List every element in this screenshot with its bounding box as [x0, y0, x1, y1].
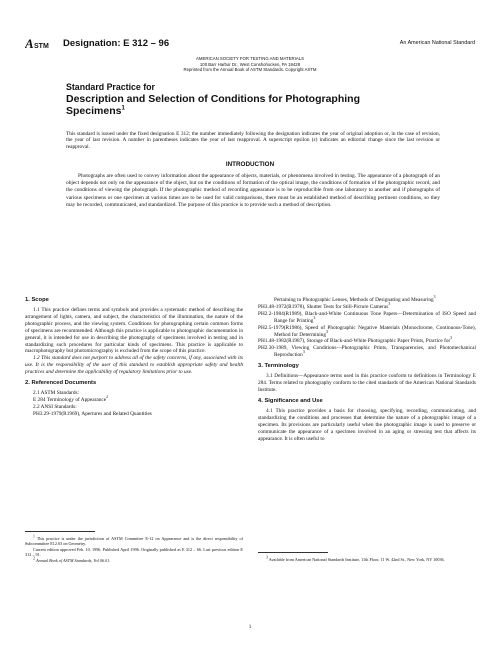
footnotes-right: $^3$ Available from American National Standards Institute, 11th Floor, 11 W. 42nd St., New York, NY 10036.	[266, 555, 445, 562]
publisher-name: AMERICAN SOCIETY FOR TESTING AND MATERIALS	[196, 56, 304, 61]
introduction-heading: INTRODUCTION	[225, 161, 275, 168]
reference-e284: E 284 Terminology of Appearance$^2$	[33, 395, 108, 403]
section-heading-scope: 1. Scope	[25, 297, 49, 303]
paragraph-1-2	[25, 355, 243, 376]
introduction-text: Photographs are often used to convey information about the appearance of objects, materials, or phenomena involved in testing. The appearance of a photograph of an object depends not only on the appearance of the object, but on the conditions of formation of the optical image, the conditions of formation of the photographic record, and the conditions of viewing the photograph. If the photographic method of recording appearance is to be reproducible from one laboratory to another and if photographs of various specimens or one specimen at various times are to be used for valid comparisons, there must be an established method of describing pertinent conditions, so they may be recorded, communicated, and standardized. The purpose of this practice is to provide such a method of description.	[66, 173, 440, 208]
footnote-1-current-edition: Current edition approved Feb. 10, 1996. Published April 1996. Originally published as E 312 – 66. Last previous edition E 312 – 91.	[25, 546, 243, 558]
astm-standards-label: 2.1 ASTM Standards:	[33, 390, 80, 397]
reprint-notice: Reprinted from the Annual Book of ASTM Standards. Copyright ASTM	[183, 67, 317, 73]
document-header	[25, 34, 475, 54]
reference-ph3-29: PH3.29-1979(R1969), Apertures and Related Quantities	[33, 410, 152, 417]
svg-text:A: A	[25, 36, 34, 51]
section-heading-significance: 4. Significance and Use	[258, 397, 323, 404]
reference-ph2-2: PH2.2-1984(R1989), Black-and-White Continuous Tone Papers—Determination of ISO Speed and Range for Printing$^3$	[258, 310, 476, 324]
paragraph-4-1: 4.1 This practice provides a basis for choosing, specifying, recording, communicating, and standardizing the conditions and processes that determine the nature of a photographic image of a specimen. Its provisions are particularly useful when the photographic image is used to preserve or communicate the appearance of a specimen involved in an aging or stressing test that affects its appearance. It is often useful to	[258, 407, 476, 442]
american-national-standard-label: An American National Standard	[399, 40, 475, 46]
astm-logo-icon	[25, 36, 59, 52]
footnote-1: This practice is under the jurisdiction of ASTM Committee E-12 on Appearance and is the direct responsibility of Subcommittee E12.03 on Geometry.	[25, 536, 243, 547]
title-footnote-mark: 1	[121, 105, 125, 112]
page-number: 1	[248, 624, 252, 630]
paragraph-1-2-text: 1.2 This standard does not purport to address all of the safety concerns, if any, associated with its use. It is the responsibility of the user of this standard to establish appropriate safety and health practices and determine the applicability of regulatory limitations prior to use.	[25, 355, 243, 376]
document-title	[66, 82, 466, 118]
reference-ph2-5: PH2.5-1979(R1986), Speed of Photographic Negative Materials (Monochrome, Continuous-Tone), Method for Determining$^3$	[258, 324, 476, 338]
designation: Designation: E 312 – 96	[63, 38, 170, 49]
left-column	[25, 297, 243, 418]
right-column	[258, 297, 476, 442]
section-heading-referenced-documents: 2. Referenced Documents	[25, 380, 97, 387]
reference-ph2-30: PH2.30-1989, Viewing Conditions—Photographic Prints, Transparencies, and Photomechanical Reproduction$^3$	[258, 345, 476, 359]
footnote-divider-left	[25, 531, 95, 532]
footnotes-left: $^1$ This practice is under the jurisdiction of ASTM Committee E-12 on Appearance and is the direct responsibility of Subcommittee E12.03 on Geometry. Current edition approved Feb. 10, 1996. Published April 1996. Originally published as E 312 – 66. Last previous edition E 312 – 91. $^2$ Annual Book of ASTM Standards, Vol 06.01.	[25, 534, 243, 563]
ansi-standards-label: 2.2 ANSI Standards:	[33, 403, 77, 410]
paragraph-3-1: 3.1 Definitions—Appearance terms used in this practice conform to definitions in Terminology E 284. Terms related to photography conform to the cited standards of the American National Standards Institute.	[258, 373, 476, 393]
svg-text:STM: STM	[34, 43, 49, 50]
publisher-address: 100 Barr Harbor Dr., West Conshohocken, PA 19428	[199, 61, 301, 67]
reference-ph1-48: PH1.48-1982(R1987), Storage of Black-and-White Photographic Paper Prints, Practice for$^3$	[258, 336, 453, 345]
title-line-3: Specimens	[66, 105, 122, 118]
title-line-2: Description and Selection of Conditions for Photographing	[66, 93, 360, 105]
issued-note: This standard is issued under the fixed designation E 312; the number immediately following the designation indicates the year of original adoption or, in the case of revision, the year of last revision. A number in parentheses indicates the year of last reapproval. A superscript epsilon (ε) indicates an editorial change since the last revision or reapproval.	[66, 131, 440, 150]
publisher-block	[0, 56, 500, 73]
title-line-1: Standard Practice for	[66, 82, 155, 92]
paragraph-1-1: 1.1 This practice defines terms and symbols and provides a systematic method of describing the arrangement of lights, camera, and subject, the characteristics of the illumination, the nature of the photographic process, and the viewing system. Conditions for photographing certain common forms of specimens are recommended. Although this practice is applicable to photographic documentation in general, it is intended for use in describing the photography of specimens involved in testing and in standardizing such procedures for particular kinds of specimens. This practice is applicable to macrophotography but photomicrography is excluded from the scope of this practice.	[25, 307, 243, 355]
footnote-2: Annual Book of ASTM Standards, Vol 06.01.	[35, 557, 111, 563]
footnote-3: Available from American National Standards Institute, 11th Floor, 11 W. 42nd St., New York, NY 10036.	[268, 557, 445, 562]
reference-ph3-29-continued: Pertaining to Photographic Lenses, Methods of Designating and Measuring$^3$	[274, 295, 436, 303]
reference-e284-text: E 284 Terminology of Appearance	[33, 396, 107, 403]
reference-ph3-48: PH3.48-1972(R1978), Shutter Tests for Still-Picture Cameras$^3$	[258, 302, 391, 310]
footnote-divider-right	[258, 552, 328, 553]
section-heading-terminology: 3. Terminology	[258, 363, 299, 370]
